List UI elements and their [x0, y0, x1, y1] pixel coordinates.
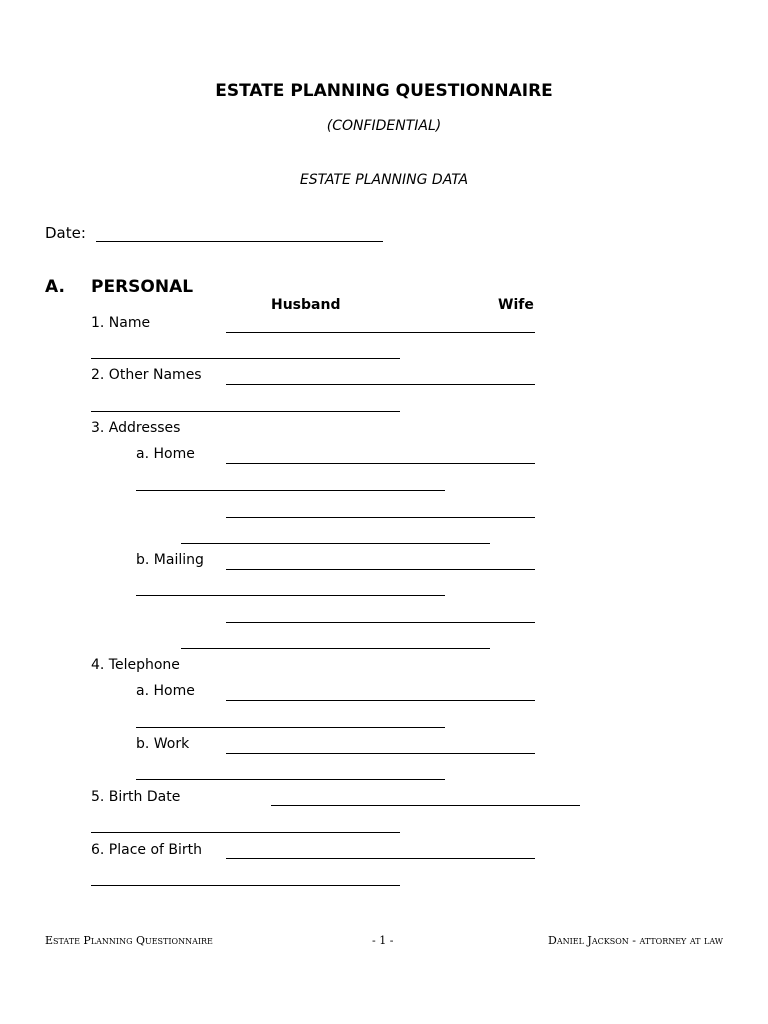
telephone-label: 4. Telephone [91, 657, 180, 673]
husband-home-address-line2[interactable] [226, 517, 535, 518]
husband-home-phone-field[interactable] [226, 700, 535, 701]
section-letter: A. [45, 277, 65, 297]
wife-mailing-address-line1[interactable] [136, 595, 445, 596]
address-mailing-label: b. Mailing [136, 552, 204, 568]
wife-work-phone-field[interactable] [136, 779, 445, 780]
husband-other-names-field[interactable] [226, 384, 535, 385]
husband-mailing-address-line1[interactable] [226, 569, 535, 570]
husband-place-of-birth-field[interactable] [226, 858, 535, 859]
wife-mailing-address-line2[interactable] [181, 648, 490, 649]
document-title: ESTATE PLANNING QUESTIONNAIRE [215, 81, 553, 101]
wife-column-header: Wife [498, 297, 534, 313]
document-subtitle: ESTATE PLANNING DATA [299, 172, 469, 188]
telephone-work-label: b. Work [136, 736, 190, 752]
wife-home-address-line2[interactable] [181, 543, 490, 544]
confidential-label: (CONFIDENTIAL) [326, 118, 442, 134]
husband-column-header: Husband [271, 297, 341, 313]
wife-other-names-field[interactable] [91, 411, 400, 412]
wife-name-field[interactable] [91, 358, 400, 359]
footer-attorney: Daniel Jackson - attorney at law [548, 934, 723, 947]
section-title: PERSONAL [91, 277, 194, 297]
telephone-home-label: a. Home [136, 683, 195, 699]
date-label: Date: [45, 224, 86, 242]
wife-birth-date-field[interactable] [91, 832, 400, 833]
husband-home-address-line1[interactable] [226, 463, 535, 464]
husband-work-phone-field[interactable] [226, 753, 535, 754]
wife-home-phone-field[interactable] [136, 727, 445, 728]
addresses-label: 3. Addresses [91, 420, 181, 436]
name-label: 1. Name [91, 315, 151, 331]
address-home-label: a. Home [136, 446, 195, 462]
date-field[interactable] [96, 241, 383, 242]
husband-mailing-address-line2[interactable] [226, 622, 535, 623]
place-of-birth-label: 6. Place of Birth [91, 842, 203, 858]
other-names-label: 2. Other Names [91, 367, 202, 383]
wife-home-address-line1[interactable] [136, 490, 445, 491]
footer-document-name: Estate Planning Questionnaire [45, 934, 213, 947]
husband-birth-date-field[interactable] [271, 805, 580, 806]
birth-date-label: 5. Birth Date [91, 789, 181, 805]
footer-page-number: - 1 - [372, 934, 394, 947]
wife-place-of-birth-field[interactable] [91, 885, 400, 886]
husband-name-field[interactable] [226, 332, 535, 333]
